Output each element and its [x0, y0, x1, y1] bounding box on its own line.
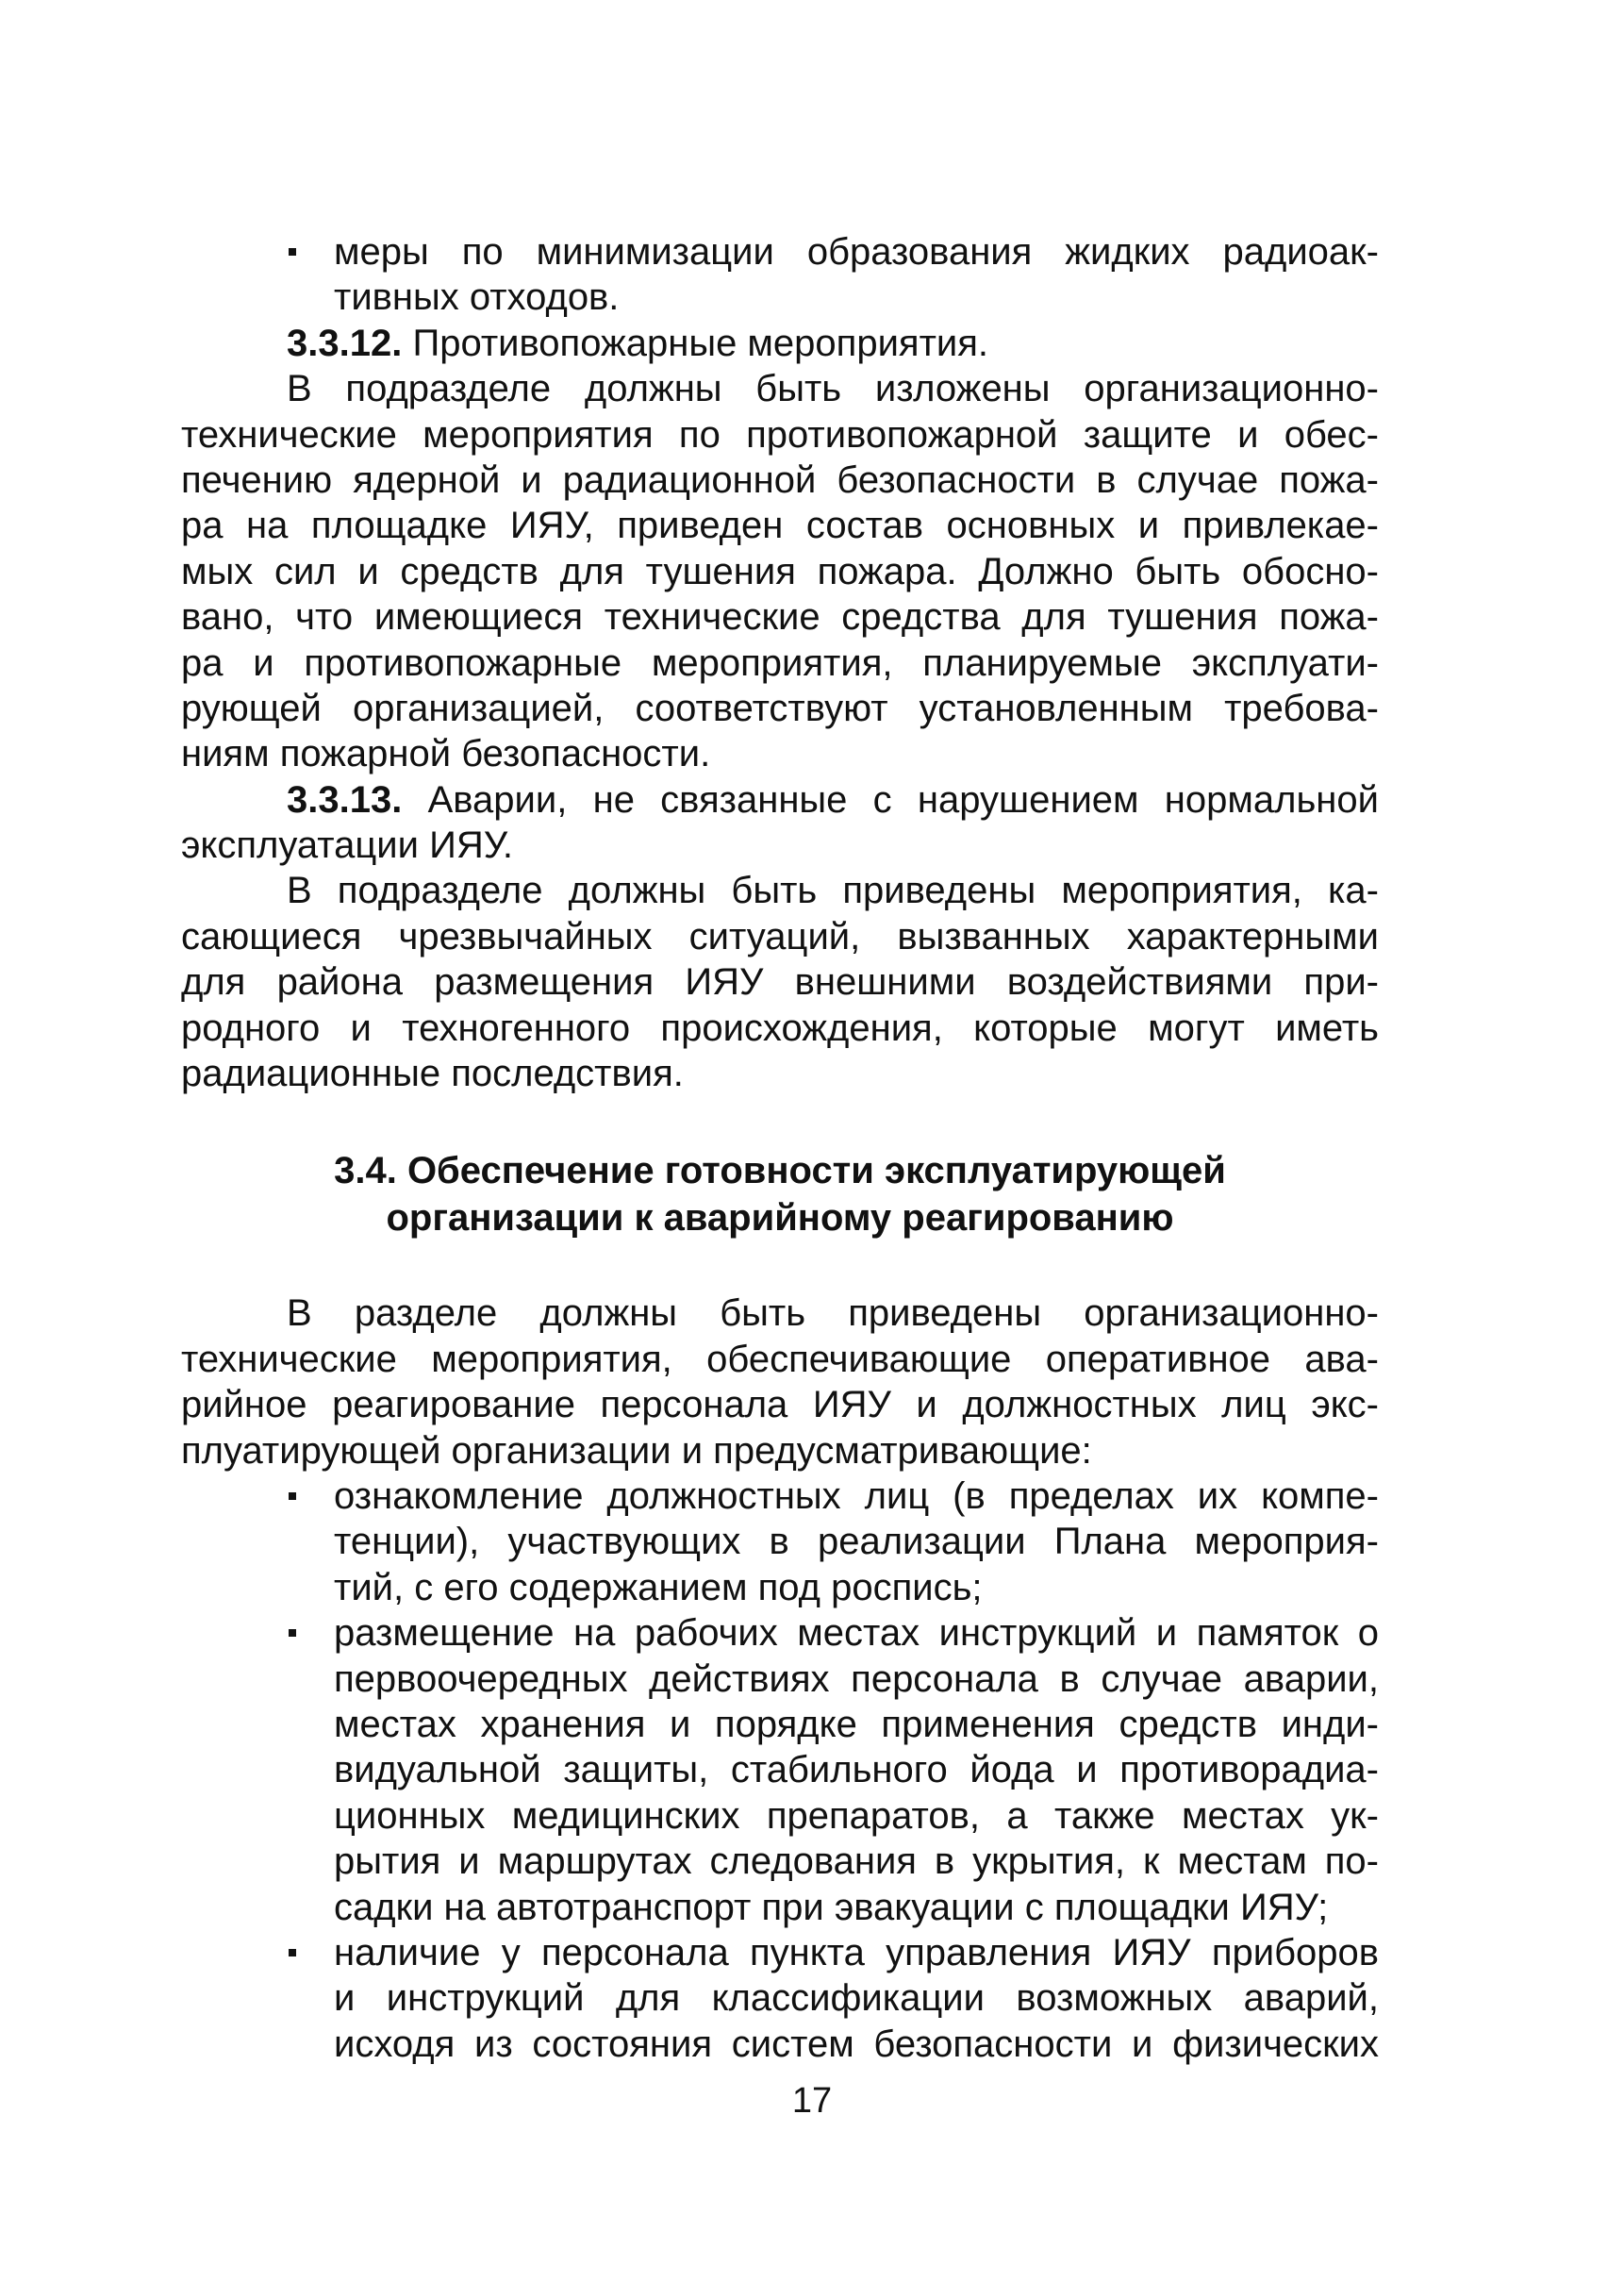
page-number: 17 [791, 2081, 833, 2121]
paragraph-line: родного и техногенного происхождения, которые могут иметь [181, 1007, 1379, 1049]
paragraph-line: вано, что имеющиеся технические средства для тушения пожа- [181, 596, 1379, 639]
bullet-item-line: первоочередных действиях персонала в случае аварии, [334, 1657, 1379, 1700]
bullet-item-line: местах хранения и порядке применения средств инди- [334, 1703, 1379, 1745]
paragraph-line: рийное реагирование персонала ИЯУ и должностных лиц экс- [181, 1384, 1379, 1426]
bullet-marker [289, 1629, 296, 1637]
paragraph-line: технические мероприятия по противопожарной защите и обес- [181, 413, 1379, 456]
paragraph-line: В подразделе должны быть приведены мероприятия, ка- [287, 870, 1379, 912]
paragraph-line: ра и противопожарные мероприятия, планируемые эксплуати- [181, 641, 1379, 684]
section-heading-3-4-continuation: организации к аварийному реагированию [386, 1197, 1174, 1240]
bullet-item-line: исходя из состояния систем безопасности и физических [334, 2023, 1379, 2065]
subsection-title-text: Аварии, не связанные с нарушением нормальной [427, 778, 1379, 821]
bullet-item-line: видуальной защиты, стабильного йода и противорадиа- [334, 1749, 1379, 1791]
bullet-item-line [181, 1473, 1379, 1519]
paragraph-line: радиационные последствия. [181, 1053, 684, 1095]
subsection-title-text: Противопожарные мероприятия. [412, 322, 989, 364]
paragraph-line: сающиеся чрезвычайных ситуаций, вызванных характерными [181, 915, 1379, 957]
document-page [181, 229, 1379, 2067]
bullet-text: размещение на рабочих местах инструкций и памяток о [334, 1612, 1379, 1655]
subsection-title-3-3-12 [181, 321, 1379, 366]
paragraph-line: плуатирующей организации и предусматривающие: [181, 1429, 1092, 1472]
paragraph-line: ниям пожарной безопасности. [181, 733, 711, 775]
paragraph-line: В разделе должны быть приведены организационно- [287, 1292, 1379, 1335]
bullet-item-line [181, 1930, 1379, 1975]
bullet-item-line: тенции), участвующих в реализации Плана мероприя- [334, 1521, 1379, 1563]
bullet-text: наличие у персонала пункта управления ИЯУ приборов [334, 1931, 1379, 1973]
bullet-item-line [181, 1610, 1379, 1656]
paragraph-line: для района размещения ИЯУ внешними воздействиями при- [181, 961, 1379, 1004]
subsection-title-continuation: эксплуатации ИЯУ. [181, 824, 513, 867]
bullet-marker [289, 1492, 296, 1500]
subsection-number: 3.3.13. [287, 778, 403, 821]
bullet-item-line: тий, с его содержанием под роспись; [334, 1566, 983, 1608]
paragraph-line: технические мероприятия, обеспечивающие оперативное ава- [181, 1338, 1379, 1380]
subsection-number: 3.3.12. [287, 322, 403, 364]
bullet-item-line: и инструкций для классификации возможных аварий, [334, 1977, 1379, 2020]
bullet-item-line: рытия и маршрутах следования в укрытия, к местам по- [334, 1840, 1379, 1883]
bullet-marker [289, 248, 296, 256]
paragraph-line: рующей организацией, соответствуют установленным требова- [181, 687, 1379, 729]
bullet-text: ознакомление должностных лиц (в пределах их компе- [334, 1474, 1379, 1517]
subsection-title-3-3-13 [181, 777, 1379, 823]
paragraph-line: мых сил и средств для тушения пожара. Должно быть обосно- [181, 550, 1379, 592]
bullet-marker [289, 1949, 296, 1956]
paragraph-line: В подразделе должны быть изложены организационно- [287, 368, 1379, 410]
section-heading-3-4: 3.4. Обеспечение готовности эксплуатирующей [334, 1150, 1226, 1192]
bullet-item-line: тивных отходов. [334, 276, 620, 319]
paragraph-line: печению ядерной и радиационной безопасности в случае пожа- [181, 458, 1379, 501]
paragraph-line: ра на площадке ИЯУ, приведен состав основных и привлекае- [181, 505, 1379, 547]
bullet-item-line: ционных медицинских препаратов, а также местах ук- [334, 1794, 1379, 1837]
bullet-item-line: садки на автотранспорт при эвакуации с площадки ИЯУ; [334, 1886, 1329, 1928]
bullet-item-line [181, 229, 1379, 275]
bullet-text: меры по минимизации образования жидких радиоак- [334, 231, 1379, 273]
